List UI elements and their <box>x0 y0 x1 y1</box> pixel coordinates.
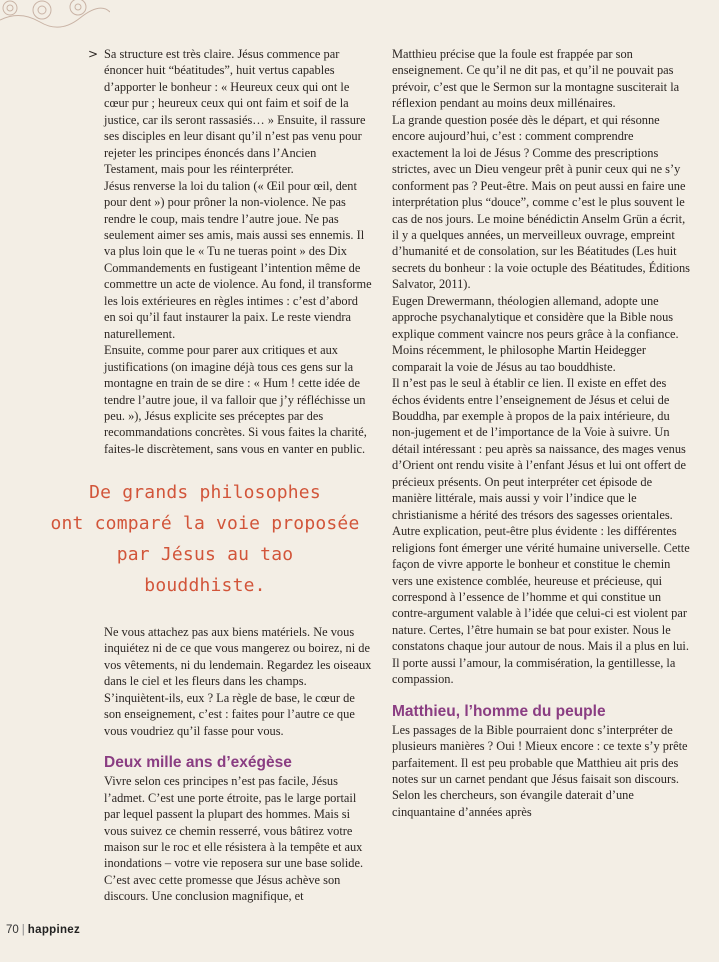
body-paragraph: Matthieu précise que la foule est frappée par son enseignement. Ce qu’il ne dit pas, et qu’il ne pouvait pas prévoir, c’est que le Sermon sur la montagne susciterait la réflexion pendant au moins deux millénaires. <box>392 47 680 111</box>
pull-quote-line: par Jésus au tao <box>116 544 294 565</box>
pull-quote-line: De grands philosophes <box>89 482 321 503</box>
body-paragraph: La grande question posée dès le départ, et qui résonne encore aujourd’hui, c’est : comment comprendre exactement la loi de Jésus ? Comme des prescriptions strictes, avec un Dieu vengeur prêt à punir ceux qui ne s’y conforment pas ? Peut-être. Mais on peut aussi en faire une interprétation plus “douce”, comme c’est le plus souvent le cas de nos jours. Le moine bénédictin Anselm Grün a écrit, il y a quelques années, un merveilleux ouvrage, empreint d’humanité et de consolation, sur les Béatitudes (Les huit secrets du bonheur : la voie octuple des Béatitudes, Éditions Salvator, 2011). <box>392 112 690 292</box>
body-paragraph: Sa structure est très claire. Jésus commence par énoncer huit “béatitudes”, huit vertus capables d’apporter le bonheur : « Heureux ceux qui ont le cœur pur ; heureux ceux qui ont faim et soif de la justice, car ils seront rassasiés… » Ensuite, il rassure ses disciples en leur disant qu’il n’est pas venu pour rejeter les principes énoncés dans l’Ancien Testament, mais pour les réinterpréter. <box>104 47 366 177</box>
body-paragraph: Eugen Drewermann, théologien allemand, adopte une approche psychanalytique et considère que la Bible nous explique comment vaincre nos peurs grâce à la confiance. Moins récemment, le philosophe Martin Heidegger comparait la voie de Jésus au tao bouddhiste. <box>392 293 679 374</box>
left-column <box>88 46 372 457</box>
body-paragraph: Les passages de la Bible pourraient donc s’interpréter de plusieurs manières ? Oui ! Mieux encore : ce texte s’y prête parfaitement. Il est peu probable que Matthieu ait pris des notes sur un carnet pendant que Jésus faisait son discours. Selon les chercheurs, son évangile daterait d’une cinquantaine d’années après <box>392 722 688 819</box>
floral-ornament-icon <box>0 0 110 30</box>
body-paragraph: Ne vous attachez pas aux biens matériels. Ne vous inquiétez ni de ce que vous mangerez ou boirez, ni de vos vêtements, ni du lendemain. Regardez les oiseaux dans le ciel et les fleurs dans les champs. S’inquiètent-ils, eux ? La règle de base, le cœur de son enseignement, c’est : faites pour l’autre ce que vous voudriez qu’il fasse pour vous. <box>104 625 372 738</box>
section-heading: Matthieu, l’homme du peuple <box>392 702 606 720</box>
body-paragraph: Autre explication, peut-être plus évidente : les différentes religions font émerger une vérité humaine universelle. Cette façon de vivre apporte le bonheur et constitue le chemin vers une existence comblée, heureuse et précieuse, qui correspond à l’essence de l’homme et qui constitue un contre-argument valable à l’idée que celui-ci est violent par nature. Certes, l’être humain se bat pour exister. Nous le constatons chaque jour autour de nous. Mais il a plus en lui. Il porte aussi l’amour, la commisération, la gentillesse, la compassion. <box>392 524 690 687</box>
body-paragraph: Il n’est pas le seul à établir ce lien. Il existe en effet des échos évidents entre l’enseignement de Jésus et celui de Bouddha, par exemple à propos de la paix intérieure, du non-jugement et de l’importance de la Voie à suivre. Un détail intéressant : peu après sa naissance, des mages venus d’Orient ont rendu visite à l’enfant Jésus et lui ont offert de précieux présents. On peut interpréter cet épisode de manière littérale, mais aussi y voir l’indice que le christianisme a hérité des trésors des sagesses orientales. <box>392 376 686 522</box>
bullet-arrow-icon: > <box>88 47 99 61</box>
section-heading: Deux mille ans d’exégèse <box>104 754 292 772</box>
left-column-lower <box>104 624 372 905</box>
pull-quote <box>30 477 380 601</box>
footer-divider: | <box>21 924 25 936</box>
page-footer <box>6 924 80 936</box>
body-paragraph: Vivre selon ces principes n’est pas facile, Jésus l’admet. C’est une porte étroite, pas le large portail par lequel passent la plupart des hommes. Mais si vous suivez ce chemin resserré, vous bâtirez votre maison sur le roc et elle résistera à la tempête et aux inondations – votre vie reposera sur une base solide. C’est avec cette promesse que Jésus achève son discours. Une conclusion magnifique, et <box>104 774 364 904</box>
body-paragraph: Ensuite, comme pour parer aux critiques et aux justifications (on imagine déjà tous ces gens sur la montagne en train de se dire : « Hum ! cette idée de tendre l’autre joue, il va falloir que j’y réfléchisse un peu. »), Jésus explicite ses préceptes par des recommandations concrètes. Si vous faites la charité, faites-le discrètement, sans vous en vanter en public. <box>104 343 367 456</box>
pull-quote-line: bouddhiste. <box>144 575 266 596</box>
right-column <box>392 46 690 820</box>
body-paragraph: Jésus renverse la loi du talion (« Œil pour œil, dent pour dent ») pour prôner la non-violence. Ne pas rendre le coup, mais tendre l’autre joue. Ne pas seulement aimer ses amis, mais aussi ses ennemis. Il va plus loin que le « Tu ne tueras point » des Dix Commandements en fustigeant l’intention même de commettre un acte de violence. Au fond, il transforme les lois extérieures en règles intimes : c’est d’abord en soi qu’il faut instaurer la paix. Le reste viendra naturellement. <box>104 178 372 341</box>
page-number: 70 <box>6 924 19 936</box>
magazine-brand: happinez <box>27 924 81 936</box>
pull-quote-line: ont comparé la voie proposée <box>50 513 360 534</box>
